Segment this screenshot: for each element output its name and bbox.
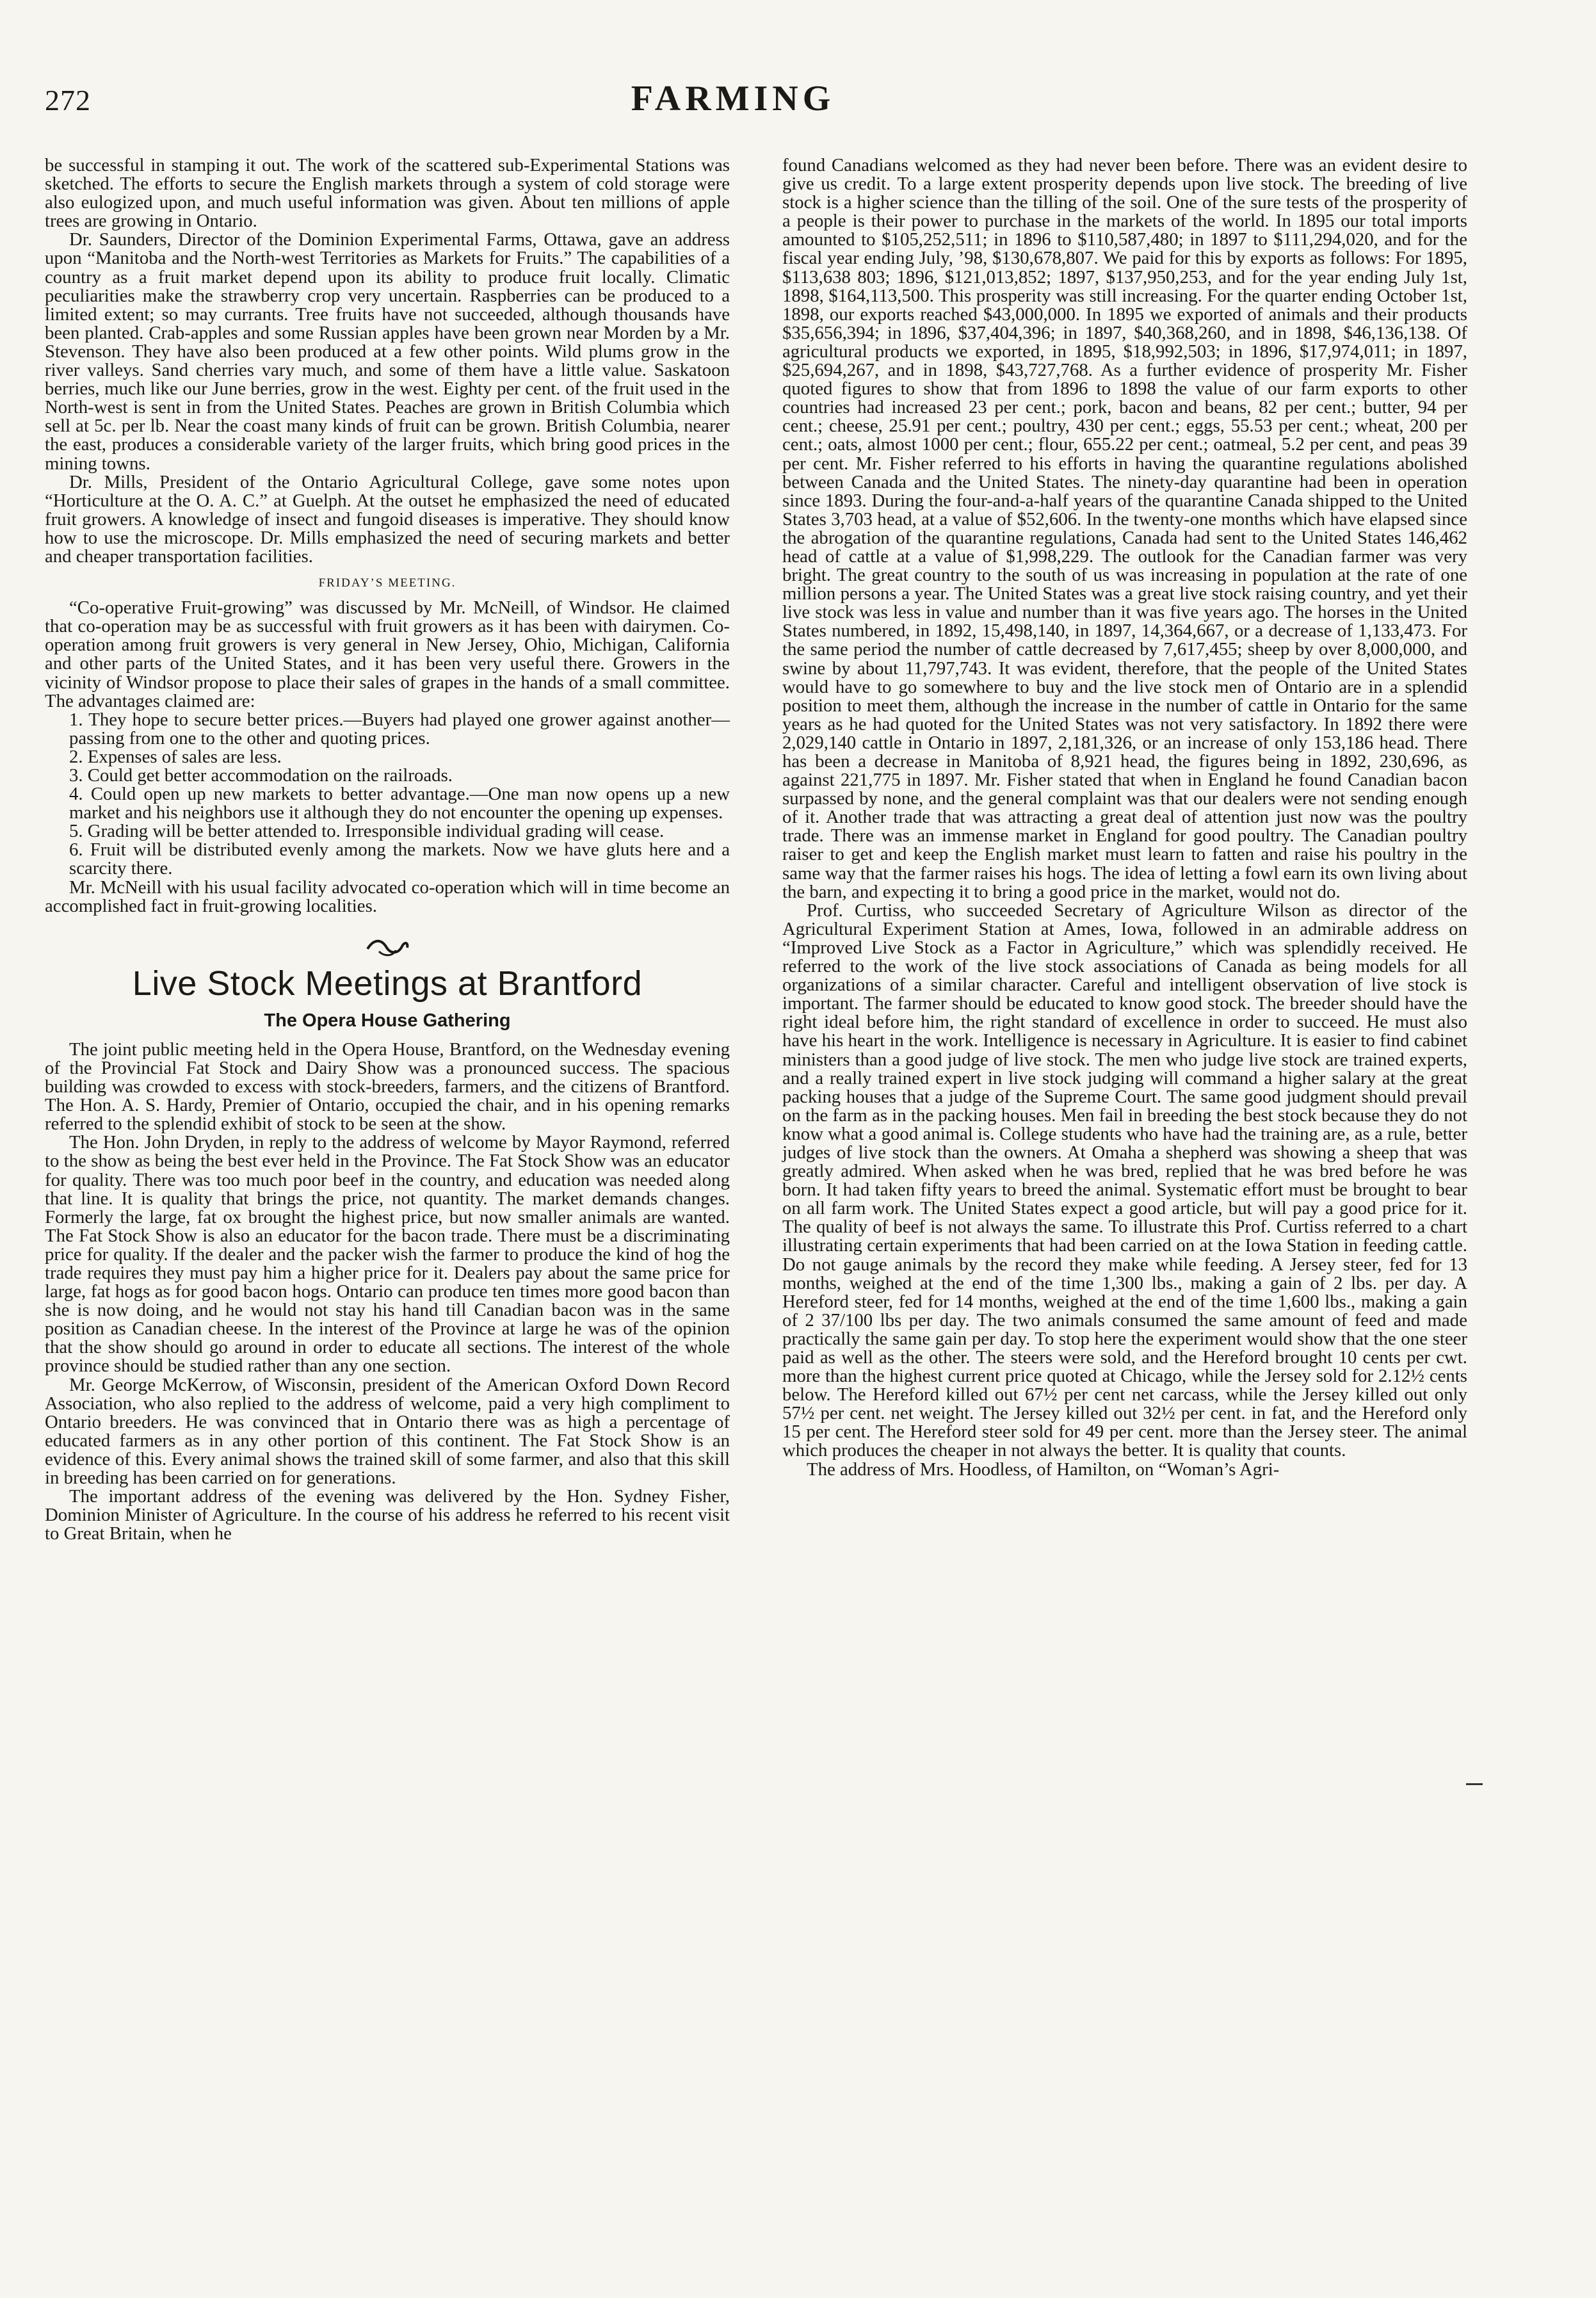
paragraph: The important address of the evening was delivered by the Hon. Sydney Fisher, Dominion Minister of Agriculture. In the course of his address he referred to his recent visit to Great Britain, when he bbox=[45, 1486, 730, 1544]
running-title: FARMING bbox=[631, 79, 835, 118]
article-subtitle: The Opera House Gathering bbox=[264, 1010, 511, 1031]
paragraph: Dr. Saunders, Director of the Dominion Experimental Farms, Ottawa, gave an address upon “Manitoba and the North-west Territories as Markets for Fruits.” The capabilities of a country as a fruit market depend upon its ability to produce fruit locally. Climatic peculiarities make the strawberry crop very uncertain. Raspberries can be produced to a limited extent; so may currants. Tree fruits have not succeeded, although thousands have been planted. Crab-apples and some Russian apples have been grown near Morden by a Mr. Stevenson. They have also been produced at a few other points. Wild plums grow in the river valleys. Sand cherries vary much, and some of them have a little value. Saskatoon berries, much like our June berries, grow in the west. Eighty per cent. of the fruit used in the North-west is sent in from the United States. Peaches are grown in British Columbia which sell at 5c. per lb. Near the coast many kinds of fruit can be grown. British Columbia, nearer the east, produces a considerable variety of the larger fruits, which bring good prices in the mining towns. bbox=[45, 229, 730, 474]
paragraph: found Canadians welcomed as they had never been before. There was an evident desire to give us credit. To a large extent prosperity depends upon live stock. The breeding of live stock is a higher science than the tilling of the soil. One of the sure tests of the prosperity of a people is their power to purchase in the markets of the world. In 1895 our total imports amounted to $105,252,511; in 1896 to $110,587,480; in 1897 to $111,294,020, and for the fiscal year ending July, ’98, $130,678,807. We paid for this by exports as follows: For 1895, $113,638 803; 1896, $121,013,852; 1897, $137,950,253, and for the year ending July 1st, 1898, $164,113,500. This prosperity was still increasing. For the quarter ending October 1st, 1898, our exports reached $43,000,000. In 1895 we exported of animals and their products $35,656,394; in 1896, $37,404,396; in 1897, $40,368,260, and in 1898, $46,136,138. Of agricultural products we exported, in 1895, $18,992,503; in 1896, $17,974,011; in 1897, $25,694,267, and in 1898, $43,727,768. As a further evidence of prosperity Mr. Fisher quoted figures to show that from 1896 to 1898 the value of our farm exports to other countries had increased 23 per cent.; pork, bacon and beans, 82 per cent.; butter, 94 per cent.; cheese, 25.91 per cent.; poultry, 430 per cent.; eggs, 55.53 per cent.; wheat, 200 per cent.; oats, almost 1000 per cent.; flour, 655.22 per cent.; oatmeal, 5.2 per cent, and peas 39 per cent. Mr. Fisher referred to his efforts in having the quarantine regulations abolished between Canada and the United States. The ninety-day quarantine had been in operation since 1893. During the four-and-a-half years of the quarantine Canada shipped to the United States 3,703 head, at a value of $52,606. In the twenty-one months which have elapsed since the abrogation of the quarantine regulations, Canada had sent to the United States 146,462 head of cattle at a value of $1,998,229. The outlook for the Canadian farmer was very bright. The great country to the south of us was increasing in population at the rate of one million persons a year. The United States was a great live stock raising country, and yet their live stock was less in value and number than it was five years ago. The horses in the United States numbered, in 1892, 15,498,140, in 1897, 14,364,667, or a decrease of 1,133,473. For the same period the number of cattle decreased by 7,617,455; sheep by over 8,000,000, and swine by about 11,797,743. It was evident, therefore, that the people of the United States would have to go somewhere to buy and the live stock men of Ontario are in a splendid position to meet them, although the increase in the number of cattle in Ontario for the same years as he had quoted for the United States was not very satisfactory. In 1892 there were 2,029,140 cattle in Ontario in 1897, 2,181,326, or an increase of only 153,186 head. There has been a decrease in Manitoba of 8,921 head, the figures being in 1892, 230,696, as against 221,775 in 1897. Mr. Fisher stated that when in England he found Canadian bacon surpassed by none, and the general complaint was that our dealers were not sending enough of it. Another trade that was attracting a great deal of attention just now was the poultry trade. There was an immense market in England for good poultry. The Canadian poultry raiser to get and keep the English market must learn to fatten and raise his poultry in the same way that the farmer raises his hogs. The idea of letting a fowl earn its own living about the barn, and expecting it to bring a good price in the market, would not do. bbox=[782, 155, 1467, 902]
paragraph: Mr. George McKerrow, of Wisconsin, president of the American Oxford Down Record Association, who also replied to the address of welcome, paid a very high compliment to Ontario breeders. He was convinced that in Ontario there was as high a percentage of educated farmers as in any other portion of this continent. The Fat Stock Show is an evidence of this. Every animal shows the trained skill of some farmer, and also that this skill in breeding has been carried on for generations. bbox=[45, 1374, 730, 1488]
list-item: 6. Fruit will be distributed evenly among the markets. Now we have gluts here and a scarcity there. bbox=[69, 839, 730, 879]
list-item: 4. Could open up new markets to better advantage.—One man now opens up a new market and his neighbors use it although they do not encounter the opening up expenses. bbox=[69, 784, 730, 823]
right-column bbox=[782, 156, 1467, 1479]
paragraph: be successful in stamping it out. The work of the scattered sub-Experimental Stations was sketched. The efforts to secure the English markets through a system of cold storage were also eulogized upon, and much useful information was given. About ten millions of apple trees are growing in Ontario. bbox=[45, 155, 730, 232]
paragraph: Mr. McNeill with his usual facility advocated co-operation which will in time become an accomplished fact in fruit-growing localities. bbox=[45, 877, 730, 916]
page-header bbox=[45, 79, 1421, 141]
section-heading: FRIDAY’S MEETING. bbox=[318, 576, 456, 590]
margin-mark bbox=[1466, 1783, 1483, 1785]
paragraph: The address of Mrs. Hoodless, of Hamilton, on “Woman’s Agri- bbox=[807, 1459, 1280, 1480]
list-item: 2. Expenses of sales are less. bbox=[69, 746, 282, 767]
paragraph: Dr. Mills, President of the Ontario Agricultural College, gave some notes upon “Horticulture at the O. A. C.” at Guelph. At the outset he emphasized the need of educated fruit growers. A knowledge of insect and fungoid diseases is imperative. They should know how to use the microscope. Dr. Mills emphasized the need of securing markets and better and cheaper transportation facilities. bbox=[45, 471, 730, 567]
list-item: 1. They hope to secure better prices.—Buyers had played one grower against another—passing from one to the other and quoting prices. bbox=[69, 709, 730, 748]
paragraph: Prof. Curtiss, who succeeded Secretary of Agriculture Wilson as director of the Agricultural Experiment Station at Ames, Iowa, followed in an admirable address on “Improved Live Stock as a Factor in Agriculture,” which was splendidly received. He referred to the work of the live stock associations of Canada as being models for all organizations of a similar character. Careful and intelligent observation of live stock is important. The farmer should be educated to know good stock. The breeder should have the right ideal before him, the right standard of excellence in order to succeed. He must also have his heart in the work. Intelligence is necessary in Agriculture. It is easier to find cabinet ministers than a good judge of live stock. The men who judge live stock are trained experts, and a really trained expert in live stock judging will command a higher salary at the great packing houses that a judge of the Supreme Court. The same good judgment should prevail on the farm as in the packing houses. Men fail in breeding the best stock because they do not know what a good animal is. College students who have had the training are, as a rule, better judges of live stock than the owners. At Omaha a shepherd was showing a sheep that was greatly admired. When asked when he was bred, replied that he was bred before he was born. It had taken fifty years to breed the animal. Systematic effort must be brought to bear on all farm work. The United States expect a good article, but will pay a good price for it. The quality of beef is not always the same. To illustrate this Prof. Curtiss referred to a chart illustrating certain experiments that had been carried on at the Iowa Station in feeding cattle. Do not gauge animals by the record they make while feeding. A Jersey steer, fed for 13 months, weighed at the end of the time 1,300 lbs., making a gain of 2 lbs. per day. A Hereford steer, fed for 14 months, weighed at the end of the time 1,600 lbs., making a gain of 2 37/100 lbs per day. The two animals consumed the same amount of feed and made practically the same gain per day. To stop here the experiment would show that the one steer paid as well as the other. The steers were sold, and the Hereford brought 10 cents per cwt. more than the highest current price quoted at Chicago, while the Jersey sold for 2.12½ cents below. The Hereford killed out 67½ per cent net carcass, while the Jersey killed out only 57½ per cent. net weight. The Jersey killed out 32½ per cent. in fat, and the Hereford only 15 per cent. The Hereford steer sold for 49 per cent. more than the Jersey steer. The animal which produces the cheaper in not always the better. It is quality that counts. bbox=[782, 900, 1467, 1461]
article-title: Live Stock Meetings at Brantford bbox=[132, 964, 643, 1003]
left-column bbox=[45, 156, 730, 1543]
paragraph: The Hon. John Dryden, in reply to the address of welcome by Mayor Raymond, referred to the show as being the best ever held in the Province. The Fat Stock Show was an educator for quality. There was too much poor beef in the country, and education was needed along that line. It is quality that brings the price, not quantity. The market demands changes. Formerly the large, fat ox brought the highest price, but now smaller animals are wanted. The Fat Stock Show is also an educator for the bacon trade. There must be a discriminating price for quality. If the dealer and the packer wish the farmer to produce the kind of hog the trade requires they must pay him a higher price for it. Dealers pay about the same price for large, fat hogs as for good bacon hogs. Ontario can produce ten times more good bacon than she is now doing, and he would not stay his hand till Canadian bacon was in the same position as Canadian cheese. In the interest of the Province at large he was of the opinion that the show should go around in order to educate all sections. The interest of the whole province should be studied rather than any one section. bbox=[45, 1132, 730, 1377]
list-item: 5. Grading will be better attended to. Irresponsible individual grading will cease. bbox=[69, 821, 665, 842]
list-item: 3. Could get better accommodation on the railroads. bbox=[69, 765, 453, 786]
ornament-icon bbox=[45, 935, 730, 960]
paragraph: “Co-operative Fruit-growing” was discussed by Mr. McNeill, of Windsor. He claimed that co-operation may be as successful with fruit growers as it has been with dairymen. Co-operation among fruit growers is very general in New Jersey, Ohio, Michigan, California and other parts of the United States, and it has been very useful there. Growers in the vicinity of Windsor propose to place their sales of grapes in the hands of a small committee. The advantages claimed are: bbox=[45, 597, 730, 711]
page-number: 272 bbox=[45, 84, 91, 117]
paragraph: The joint public meeting held in the Opera House, Brantford, on the Wednesday evening of the Provincial Fat Stock and Dairy Show was a pronounced success. The spacious building was crowded to excess with stock-breeders, farmers, and the citizens of Brantford. The Hon. A. S. Hardy, Premier of Ontario, occupied the chair, and in his opening remarks referred to the splendid exhibit of stock to be seen at the show. bbox=[45, 1039, 730, 1135]
